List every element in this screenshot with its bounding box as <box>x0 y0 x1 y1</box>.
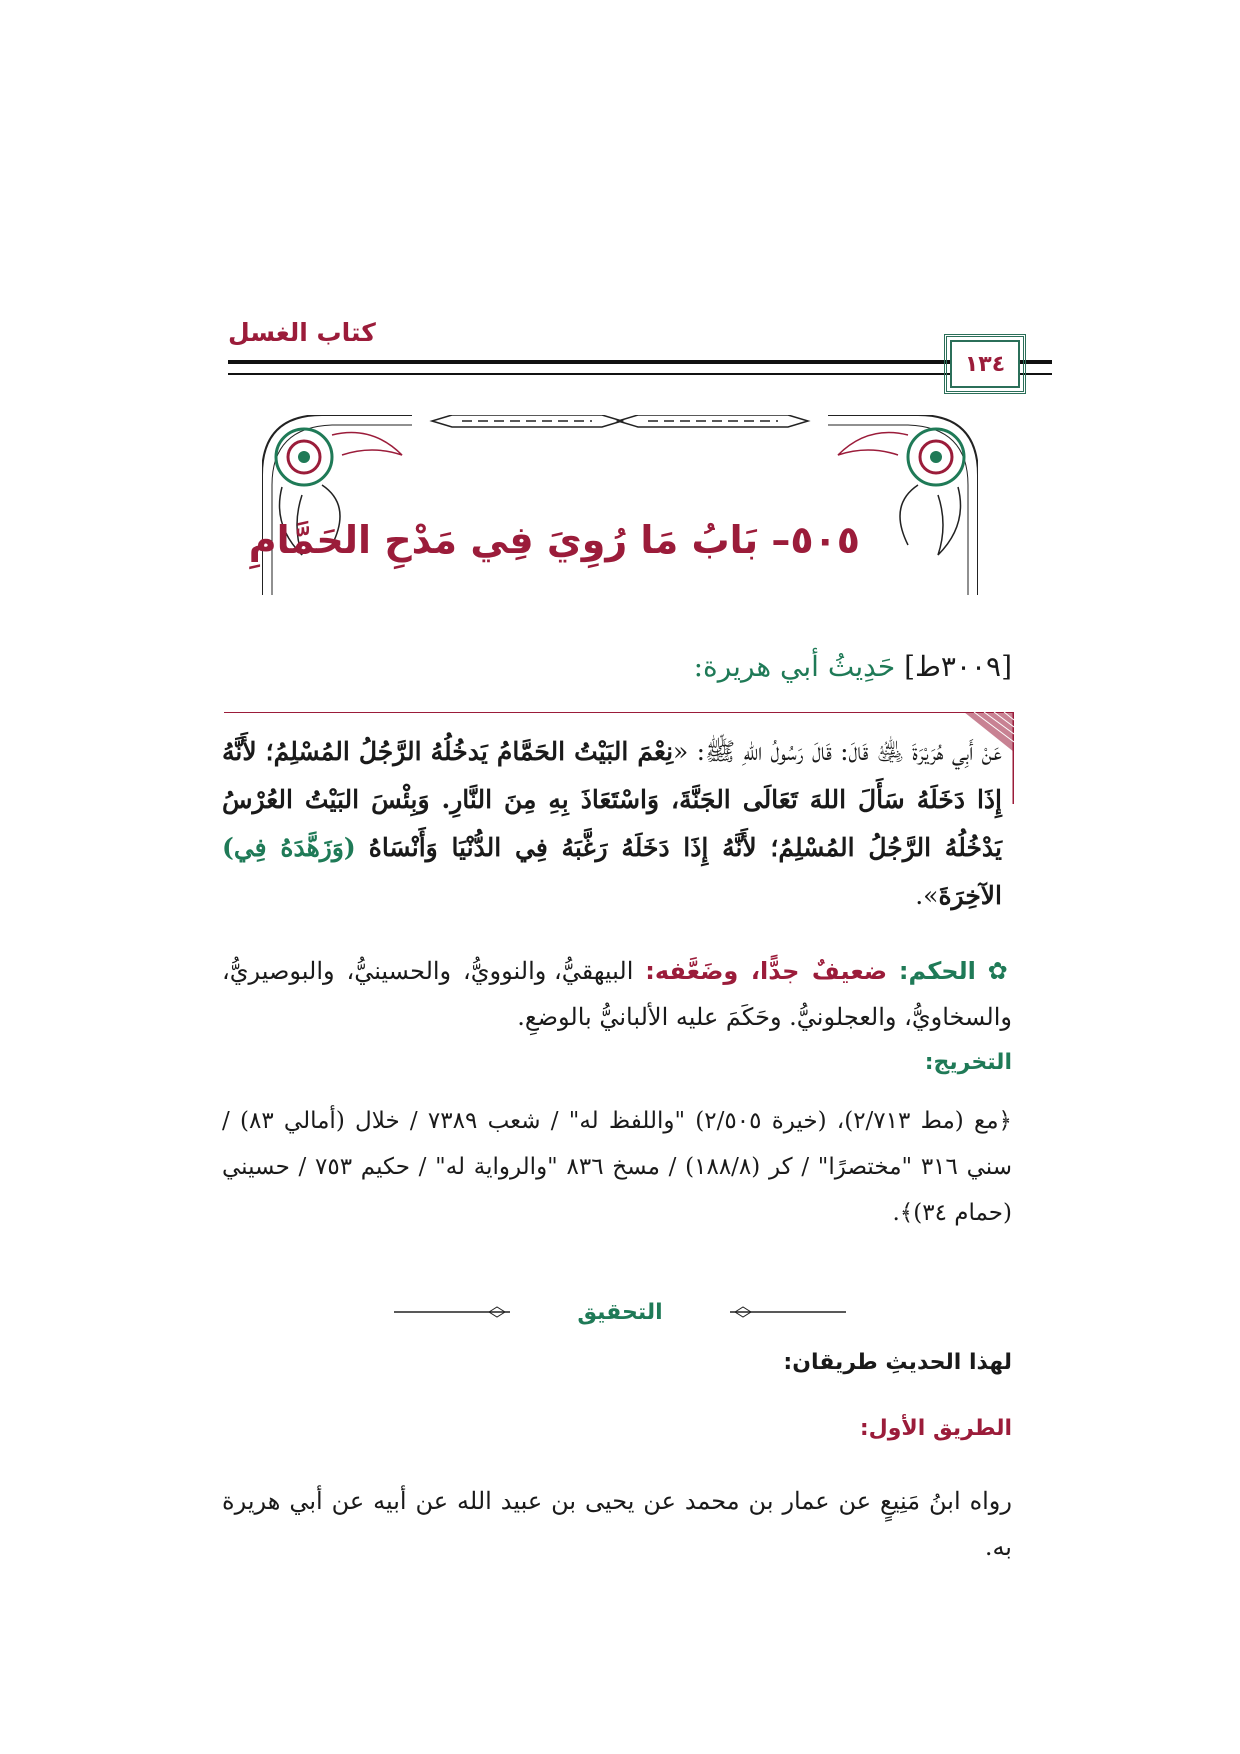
first-path-text: رواه ابنُ مَنِيعٍ عن عمار بن محمد عن يحيى بن عبيد الله عن أبيه عن أبي هريرة به. <box>222 1487 1012 1561</box>
ornament-corner-left <box>262 415 412 595</box>
hadith-text <box>222 728 1002 920</box>
page-number: ١٣٤ <box>950 340 1020 388</box>
header-rule <box>228 360 1013 375</box>
hadith-number: [٣٠٠٩ط] <box>904 650 1012 683</box>
hadith-text-part-1: نِعْمَ البَيْتُ الحَمَّامُ يَدخُلُهُ الرَّجُلُ المُسْلِمُ؛ لأَنَّهُ إِذَا دَخَلَهُ سَأَلَ اللهَ تَعَالَى الجَنَّةَ، وَاسْتَعَاذَ بِهِ مِنَ النَّارِ. وَبِئْسَ البَيْتُ العُرْسُ يَدْخُلُهُ الرَّجُلُ المُسْلِمُ؛ لأَنَّهُ إِذَا دَخَلَهُ رَغَّبَهُ فِي الدُّنْيَا وَأَنْسَاهُ <box>222 737 1003 862</box>
takhrij-text: ﴿مع (مط ٢/٧١٣)، (خيرة ٢/٥٠٥) "واللفظ له" / شعب ٧٣٨٩ / خلال (أمالي ٨٣) / سني ٣١٦ "مختصرًا" / كر (١٨٨/٨) / مسخ ٨٣٦ "والرواية له" / حكيم ٧٥٣ / حسيني (حمام ٣٤)﴾. <box>222 1108 1013 1226</box>
tahqiq-label: التحقيق <box>510 1300 730 1325</box>
flower-icon: ✿ <box>987 957 1012 985</box>
ornament-cartouches <box>432 415 808 427</box>
hadith-narration-intro: عَنْ أَبِي هُرَيْرَةَ ﵁ قَالَ: قَالَ رَسُولُ اللهِ ﷺ: « <box>673 737 1002 766</box>
hadith-heading <box>232 650 1012 683</box>
hadith-title: حَدِيثُ أبي هريرة: <box>693 650 896 683</box>
ruling-label: الحكم: <box>898 957 976 985</box>
running-title: كتاب الغسل <box>228 318 376 347</box>
takhrij-label: التخريج: <box>924 1050 1012 1075</box>
hadith-text-end: ». <box>915 881 939 910</box>
hadith-text-green: (وَزَهَّدَهُ فِي) <box>222 833 356 862</box>
hadith-text-part-2: الآخِرَةَ <box>938 881 1002 910</box>
header-rule-right <box>1020 360 1052 375</box>
chapter-title: ٥٠٥– بَابُ مَا رُوِيَ فِي مَدْحِ الحَمَّامِ <box>248 518 860 562</box>
first-path-label: الطريق الأول: <box>859 1416 1012 1441</box>
ornament-corner-right <box>828 415 978 595</box>
ruling-paragraph <box>222 948 1012 1040</box>
tahqiq-intro: لهذا الحديثِ طريقان: <box>783 1350 1012 1375</box>
chapter-ornament <box>248 415 978 595</box>
ruling-value: ضعيفٌ جدًّا، وضَعَّفه: <box>645 957 888 985</box>
ruling-text: البيهقيُّ، والنوويُّ، والحسينيُّ، والبوصيريُّ، والسخاويُّ، والعجلونيُّ. وحَكَمَ عليه الألبانيُّ بالوضعِ. <box>222 957 1012 1031</box>
